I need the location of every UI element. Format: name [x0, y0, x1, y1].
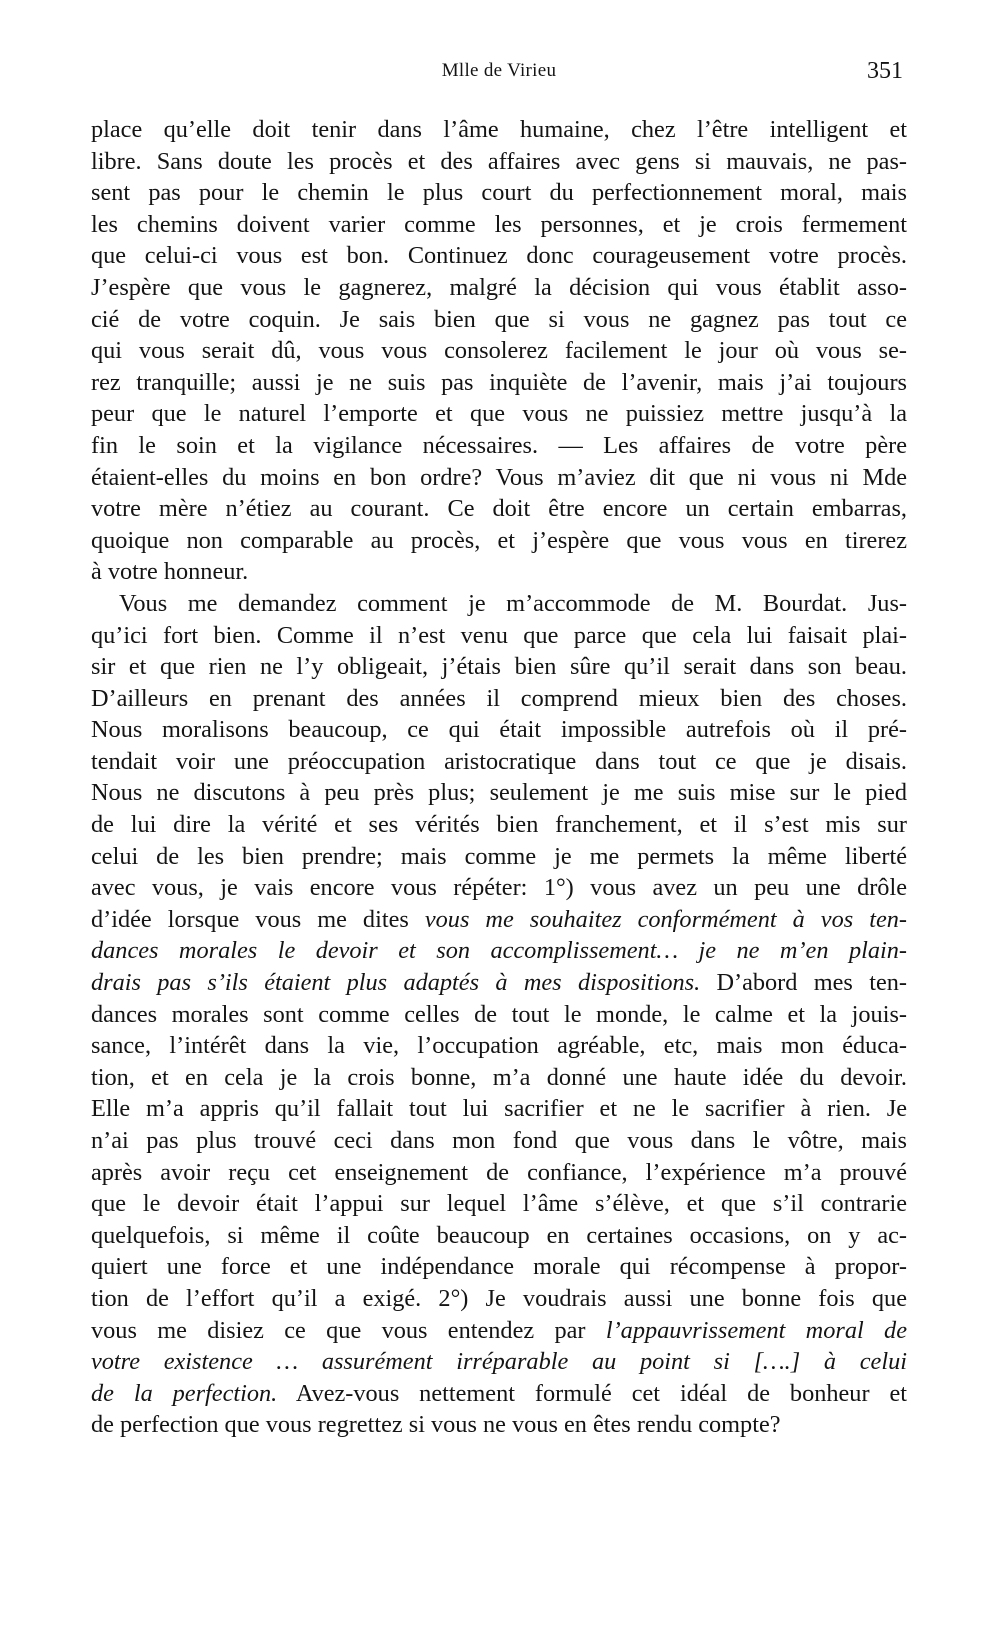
text-segment: sir et que rien ne l’y obligeait, j’étais bien sûre qu’il serait dans son beau.	[91, 653, 907, 681]
text-line	[91, 1283, 907, 1315]
text-segment: les chemins doivent varier comme les personnes, et je crois fermement	[91, 210, 907, 238]
text-segment: Vous me demandez comment je m’accommode de M. Bourdat. Jus-	[119, 589, 907, 617]
text-line	[91, 1251, 907, 1283]
text-line	[91, 1030, 907, 1062]
text-segment: fin le soin et la vigilance nécessaires. — Les affaires de votre père	[91, 431, 907, 459]
text-segment: Nous moralisons beaucoup, ce qui était impossible autrefois où il pré-	[91, 716, 907, 744]
text-line	[91, 999, 907, 1031]
text-segment: D’ailleurs en prenant des années il comprend mieux bien des choses.	[91, 684, 907, 712]
italic-quote-segment: dances morales le devoir et son accomplissement… je ne m’en plain-	[91, 937, 907, 965]
text-segment: après avoir reçu cet enseignement de confiance, l’expérience m’a prouvé	[91, 1158, 907, 1186]
text-line	[91, 620, 907, 652]
text-line	[91, 683, 907, 715]
text-line	[91, 967, 907, 999]
text-line	[91, 1157, 907, 1189]
text-segment: place qu’elle doit tenir dans l’âme humaine, chez l’être intelligent et	[91, 116, 907, 143]
text-line	[91, 335, 907, 367]
text-line	[91, 1188, 907, 1220]
text-segment: Avez-vous nettement formulé cet idéal de bonheur et	[277, 1379, 907, 1407]
text-line	[91, 1378, 907, 1410]
text-line	[91, 1062, 907, 1094]
text-line	[91, 841, 907, 873]
text-segment: dances morales sont comme celles de tout le monde, le calme et la jouis-	[91, 1000, 907, 1028]
text-segment: celui de les bien prendre; mais comme je me permets la même liberté	[91, 842, 907, 870]
italic-quote-segment: vous me souhaitez conformément à vos ten-	[424, 905, 907, 933]
text-segment: quoique non comparable au procès, et j’espère que vous vous en tirerez	[91, 526, 907, 554]
text-line	[91, 1346, 907, 1378]
text-segment: quiert une force et une indépendance morale qui récompense à propor-	[91, 1253, 907, 1281]
text-line	[91, 177, 907, 209]
text-line	[91, 430, 907, 462]
page-number: 351	[867, 58, 903, 84]
text-line	[91, 746, 907, 778]
italic-quote-segment: drais pas s’ils étaient plus adaptés à mes dispositions.	[91, 969, 701, 997]
text-segment: à votre honneur.	[91, 558, 249, 586]
text-line	[91, 809, 907, 841]
running-title: Mlle de Virieu	[441, 60, 557, 81]
text-segment: que le devoir était l’appui sur lequel l’âme s’élève, et que s’il contrarie	[91, 1190, 907, 1218]
text-line	[91, 588, 907, 620]
text-line	[91, 209, 907, 241]
text-segment: étaient-elles du moins en bon ordre? Vous m’aviez dit que ni vous ni Mde	[91, 463, 907, 491]
text-segment: de perfection que vous regrettez si vous ne vous en êtes rendu compte?	[91, 1411, 781, 1439]
text-segment: Elle m’a appris qu’il fallait tout lui sacrifier et ne le sacrifier à rien. Je	[91, 1095, 907, 1123]
text-segment: tion de l’effort qu’il a exigé. 2°) Je voudrais aussi une bonne fois que	[91, 1284, 907, 1312]
text-line	[91, 398, 907, 430]
text-segment: qui vous serait dû, vous vous consolerez facilement le jour où vous se-	[91, 337, 907, 365]
text-segment: sance, l’intérêt dans la vie, l’occupation agréable, etc, mais mon éduca-	[91, 1032, 907, 1060]
text-segment: cié de votre coquin. Je sais bien que si vous ne gagnez pas tout ce	[91, 305, 907, 333]
body-text	[91, 114, 907, 1441]
text-line	[91, 556, 907, 588]
text-segment: Nous ne discutons à peu près plus; seulement je me suis mise sur le pied	[91, 779, 907, 807]
text-segment: libre. Sans doute les procès et des affaires avec gens si mauvais, ne pas-	[91, 147, 907, 175]
text-line	[91, 1125, 907, 1157]
text-line	[91, 1220, 907, 1252]
text-line	[91, 462, 907, 494]
text-segment: n’ai pas plus trouvé ceci dans mon fond que vous dans le vôtre, mais	[91, 1127, 907, 1154]
italic-quote-segment: de la perfection.	[91, 1379, 278, 1407]
text-segment: peur que le naturel l’emporte et que vous ne puissiez mettre jusqu’à la	[91, 400, 907, 428]
text-line	[91, 904, 907, 936]
text-line	[91, 240, 907, 272]
italic-quote-segment: votre existence … assurément irréparable au point si [….] à celui	[91, 1348, 907, 1376]
text-segment: sent pas pour le chemin le plus court du perfectionnement moral, mais	[91, 179, 907, 207]
text-line	[91, 146, 907, 178]
text-line	[91, 367, 907, 399]
text-segment: tendait voir une préoccupation aristocratique dans tout ce que je disais.	[91, 747, 907, 775]
text-segment: qu’ici fort bien. Comme il n’est venu que parce que cela lui faisait plai-	[91, 621, 907, 649]
text-segment: quelquefois, si même il coûte beaucoup en certaines occasions, on y ac-	[91, 1221, 907, 1249]
running-head	[91, 58, 907, 90]
text-segment: d’idée lorsque vous me dites	[91, 905, 425, 933]
text-segment: avec vous, je vais encore vous répéter: 1°) vous avez un peu une drôle	[91, 874, 907, 902]
text-segment: de lui dire la vérité et ses vérités bien franchement, et il s’est mis sur	[91, 811, 907, 839]
text-segment: rez tranquille; aussi je ne suis pas inquiète de l’avenir, mais j’ai toujours	[91, 368, 907, 396]
text-segment: vous me disiez ce que vous entendez par	[91, 1316, 606, 1344]
text-line	[91, 304, 907, 336]
text-line	[91, 651, 907, 683]
text-line	[91, 525, 907, 557]
text-line	[91, 272, 907, 304]
text-line	[91, 777, 907, 809]
text-segment: D’abord mes ten-	[700, 969, 907, 997]
text-line	[91, 714, 907, 746]
italic-quote-segment: l’appauvrissement moral de	[605, 1316, 907, 1344]
text-line	[91, 1093, 907, 1125]
text-line	[91, 1409, 907, 1441]
text-line	[91, 872, 907, 904]
text-segment: votre mère n’étiez au courant. Ce doit être encore un certain embarras,	[91, 495, 907, 523]
text-line	[91, 1315, 907, 1347]
text-line	[91, 114, 907, 146]
text-segment: tion, et en cela je la crois bonne, m’a donné une haute idée du devoir.	[91, 1063, 907, 1091]
text-segment: J’espère que vous le gagnerez, malgré la décision qui vous établit asso-	[91, 273, 907, 301]
text-line	[91, 493, 907, 525]
text-segment: que celui-ci vous est bon. Continuez donc courageusement votre procès.	[91, 242, 907, 270]
text-line	[91, 935, 907, 967]
